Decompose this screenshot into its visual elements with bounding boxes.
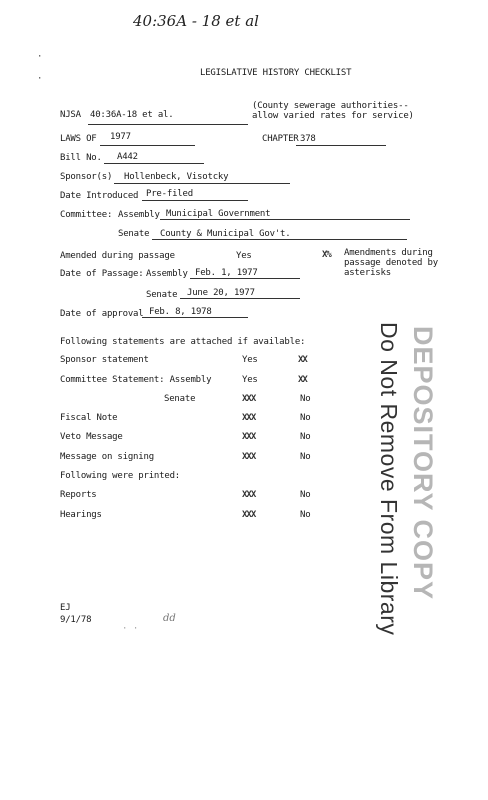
statement-label: Sponsor statement — [60, 355, 149, 365]
amended-note-line2: passage denoted by — [344, 258, 438, 268]
statement-no-struck: XX — [298, 375, 307, 385]
statement-no: No — [300, 452, 311, 462]
laws-of-underline — [100, 145, 195, 146]
statement-label: Committee Statement: Assembly — [60, 375, 212, 385]
printed-no: No — [300, 510, 311, 520]
amended-note-line1: Amendments during — [344, 248, 433, 258]
statement-yes-struck: XXX — [242, 432, 256, 442]
passage-senate-label: Senate — [146, 290, 178, 300]
stamp-depository-copy: DEPOSITORY COPY — [408, 326, 438, 601]
statement-no: No — [300, 394, 311, 404]
sponsors-label: Sponsor(s) — [60, 172, 113, 182]
statement-yes: Yes — [242, 355, 258, 365]
date-introduced-label: Date Introduced — [60, 191, 139, 201]
statement-yes-struck: XXX — [242, 413, 256, 423]
passage-senate-value: June 20, 1977 — [187, 288, 255, 298]
printed-yes-struck: XXX — [242, 490, 256, 500]
following-statements-heading: Following statements are attached if available: — [60, 337, 306, 347]
printed-label: Hearings — [60, 510, 102, 520]
statement-label: Senate — [164, 394, 196, 404]
amended-note-line3: asterisks — [344, 268, 391, 278]
statement-no: No — [300, 413, 311, 423]
statement-label: Veto Message — [60, 432, 123, 442]
passage-assembly-label: Assembly — [146, 269, 188, 279]
approval-label: Date of approval — [60, 309, 144, 319]
handwritten-bottom-note: dd — [163, 613, 176, 624]
committee-assembly-underline — [160, 219, 410, 220]
statement-yes-struck: XXX — [242, 394, 256, 404]
chapter-underline — [296, 145, 386, 146]
committee-assembly-value: Municipal Government — [166, 209, 271, 219]
laws-of-label: LAWS OF — [60, 134, 97, 144]
njsa-value: 40:36A-18 et al. — [90, 110, 174, 120]
stamp-do-not-remove: Do Not Remove From Library — [376, 322, 402, 636]
statement-no: No — [300, 432, 311, 442]
margin-dot: · — [37, 74, 43, 84]
chapter-value: 378 — [300, 134, 316, 144]
passage-senate-underline — [180, 298, 300, 299]
sponsors-underline — [114, 183, 290, 184]
approval-value: Feb. 8, 1978 — [149, 307, 212, 317]
page-title: LEGISLATIVE HISTORY CHECKLIST — [200, 68, 352, 78]
statement-yes-struck: XXX — [242, 452, 256, 462]
committee-senate-underline — [152, 239, 407, 240]
depository-stamp — [372, 322, 442, 636]
njsa-underline — [88, 124, 248, 125]
passage-label: Date of Passage: — [60, 269, 144, 279]
margin-dot: · — [37, 52, 43, 62]
njsa-note-line2: allow varied rates for service) — [252, 111, 414, 121]
date-introduced-value: Pre-filed — [146, 189, 193, 199]
committee-label: Committee: — [60, 210, 113, 220]
footer-initials: EJ — [60, 603, 71, 613]
passage-assembly-value: Feb. 1, 1977 — [195, 268, 258, 278]
footer-date: 9/1/78 — [60, 615, 92, 625]
amended-yes: Yes — [236, 251, 252, 261]
njsa-label: NJSA — [60, 110, 81, 120]
amended-label: Amended during passage — [60, 251, 175, 261]
njsa-note-line1: (County sewerage authorities-- — [252, 101, 409, 111]
printed-no: No — [300, 490, 311, 500]
bill-no-label: Bill No. — [60, 153, 102, 163]
faint-mark: · · — [122, 624, 139, 634]
approval-underline — [142, 317, 248, 318]
chapter-label: CHAPTER — [262, 134, 299, 144]
committee-senate-label: Senate — [118, 229, 150, 239]
laws-of-value: 1977 — [110, 132, 131, 142]
printed-label: Reports — [60, 490, 97, 500]
committee-senate-value: County & Municipal Gov't. — [160, 229, 291, 239]
amended-no-struck: X% — [322, 250, 331, 260]
statement-no-struck: XX — [298, 355, 307, 365]
statement-label: Message on signing — [60, 452, 154, 462]
bill-no-underline — [104, 163, 204, 164]
printed-yes-struck: XXX — [242, 510, 256, 520]
sponsors-value: Hollenbeck, Visotcky — [124, 172, 229, 182]
handwritten-citation-note: 40:36A - 18 et al — [133, 12, 259, 30]
date-introduced-underline — [142, 200, 248, 201]
committee-assembly-label: Assembly — [118, 210, 160, 220]
statement-label: Fiscal Note — [60, 413, 118, 423]
bill-no-value: A442 — [117, 152, 138, 162]
passage-assembly-underline — [190, 278, 300, 279]
following-printed-heading: Following were printed: — [60, 471, 181, 481]
statement-yes: Yes — [242, 375, 258, 385]
